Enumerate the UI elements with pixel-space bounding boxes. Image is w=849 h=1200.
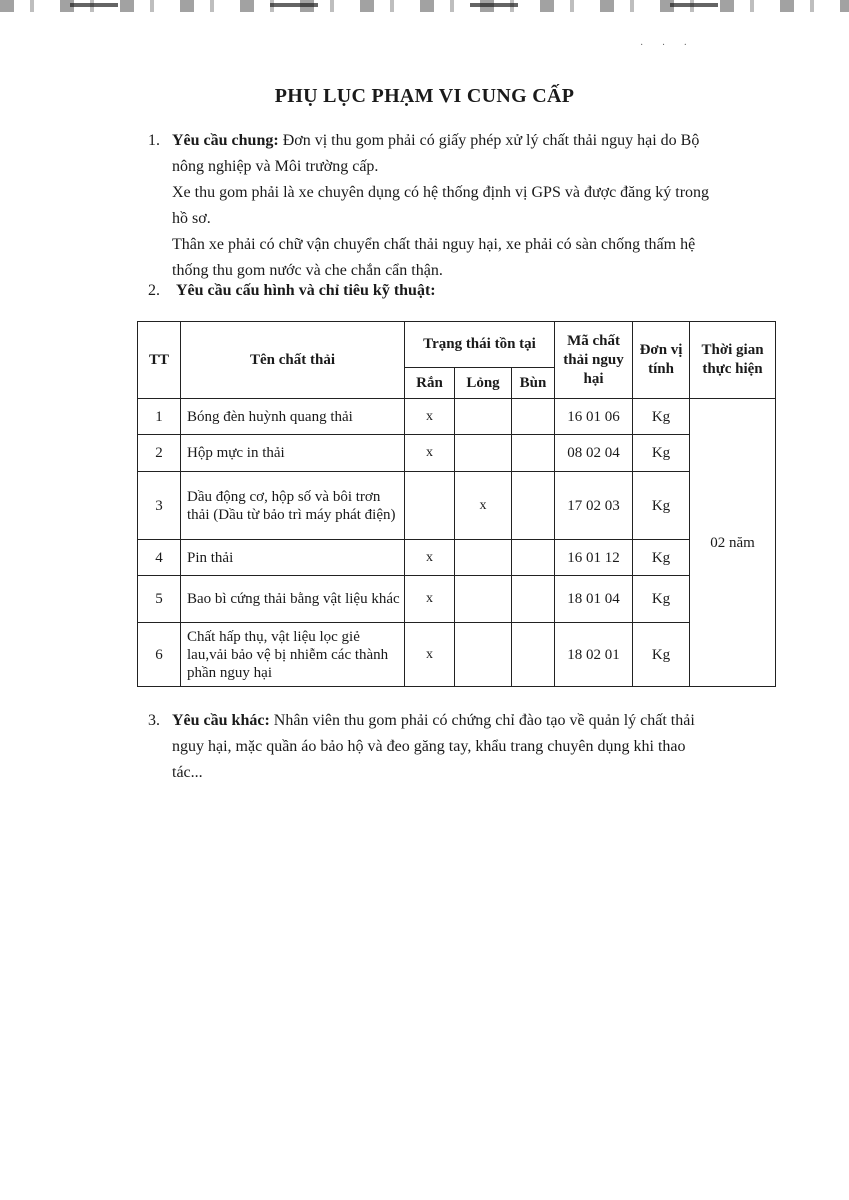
- table-row: [138, 540, 776, 576]
- row-tt: 5: [138, 576, 181, 623]
- row-solid: x: [405, 623, 455, 687]
- section-general-requirements: [148, 128, 788, 288]
- header-hazard-code: Mã chất thải nguy hại: [555, 322, 633, 399]
- paragraph-line: tác...: [172, 764, 203, 781]
- section-technical-requirements: [148, 278, 788, 304]
- header-unit: Đơn vị tính: [633, 322, 690, 399]
- paragraph-line: hồ sơ.: [172, 210, 211, 227]
- row-liquid: [455, 576, 512, 623]
- row-tt: 4: [138, 540, 181, 576]
- paragraph-line: Thân xe phải có chữ vận chuyển chất thải nguy hại, xe phải có sàn chống thấm hệ: [172, 236, 696, 253]
- row-waste-name: Hộp mực in thải: [181, 435, 405, 472]
- row-sludge: [512, 540, 555, 576]
- row-liquid: x: [455, 472, 512, 540]
- waste-table: [137, 321, 776, 687]
- row-liquid: [455, 399, 512, 435]
- row-waste-name: Bao bì cứng thải bằng vật liệu khác: [181, 576, 405, 623]
- table-row: [138, 576, 776, 623]
- row-solid: x: [405, 435, 455, 472]
- page-title: PHỤ LỤC PHẠM VI CUNG CẤP: [274, 85, 575, 107]
- header-tt: TT: [138, 322, 181, 399]
- section-number: 1.: [148, 132, 160, 149]
- row-unit: Kg: [633, 623, 690, 687]
- row-hazard-code: 18 02 01: [555, 623, 633, 687]
- row-hazard-code: 16 01 06: [555, 399, 633, 435]
- row-liquid: [455, 540, 512, 576]
- row-tt: 3: [138, 472, 181, 540]
- row-sludge: [512, 576, 555, 623]
- paragraph-line: Xe thu gom phải là xe chuyên dụng có hệ thống định vị GPS và được đăng ký trong: [172, 184, 710, 201]
- row-waste-name: Bóng đèn huỳnh quang thải: [181, 399, 405, 435]
- row-unit: Kg: [633, 472, 690, 540]
- section-heading: Yêu cầu cấu hình và chỉ tiêu kỹ thuật:: [176, 282, 436, 299]
- section-number: 3.: [148, 712, 160, 729]
- table-row: [138, 399, 776, 435]
- row-sludge: [512, 472, 555, 540]
- row-waste-name: Chất hấp thụ, vật liệu lọc giẻ lau,vải bảo vệ bị nhiễm các thành phần nguy hại: [181, 623, 405, 687]
- table-row: [138, 623, 776, 687]
- paragraph-line: nguy hại, mặc quần áo bảo hộ và đeo găng tay, khẩu trang chuyên dụng khi thao: [172, 738, 686, 755]
- header-waste-name: Tên chất thải: [181, 322, 405, 399]
- row-liquid: [455, 435, 512, 472]
- scan-specks: · · ·: [640, 40, 695, 51]
- row-tt: 6: [138, 623, 181, 687]
- paragraph-line: thống thu gom nước và che chắn cẩn thận.: [172, 262, 443, 279]
- paragraph-line: [172, 708, 787, 734]
- row-unit: Kg: [633, 399, 690, 435]
- paragraph-text: Đơn vị thu gom phải có giấy phép xử lý chất thải nguy hại do Bộ: [278, 132, 700, 149]
- row-hazard-code: 17 02 03: [555, 472, 633, 540]
- table-row: [138, 472, 776, 540]
- row-solid: x: [405, 576, 455, 623]
- row-liquid: [455, 623, 512, 687]
- header-liquid: Lỏng: [455, 368, 512, 399]
- table-row: [138, 435, 776, 472]
- paragraph-text: Nhân viên thu gom phải có chứng chỉ đào tạo về quản lý chất thải: [269, 712, 695, 729]
- duration-cell: 02 năm: [690, 399, 776, 687]
- header-duration: Thời gian thực hiện: [690, 322, 776, 399]
- row-waste-name: Dầu động cơ, hộp số và bôi trơn thải (Dầu từ bảo trì máy phát điện): [181, 472, 405, 540]
- row-waste-name: Pin thải: [181, 540, 405, 576]
- section-other-requirements: [148, 708, 788, 788]
- section-number: 2.: [148, 282, 160, 299]
- row-solid: [405, 472, 455, 540]
- row-tt: 1: [138, 399, 181, 435]
- scan-edge-artifact: [0, 3, 849, 7]
- section-heading: Yêu cầu chung:: [172, 132, 279, 149]
- header-solid: Rắn: [405, 368, 455, 399]
- section-heading: Yêu cầu khác:: [172, 712, 270, 729]
- paragraph-line: [172, 128, 787, 154]
- row-solid: x: [405, 540, 455, 576]
- row-hazard-code: 08 02 04: [555, 435, 633, 472]
- row-hazard-code: 18 01 04: [555, 576, 633, 623]
- paragraph-line: nông nghiệp và Môi trường cấp.: [172, 158, 379, 175]
- row-unit: Kg: [633, 435, 690, 472]
- header-sludge: Bùn: [512, 368, 555, 399]
- row-sludge: [512, 623, 555, 687]
- row-hazard-code: 16 01 12: [555, 540, 633, 576]
- row-sludge: [512, 435, 555, 472]
- row-tt: 2: [138, 435, 181, 472]
- row-unit: Kg: [633, 540, 690, 576]
- row-solid: x: [405, 399, 455, 435]
- row-unit: Kg: [633, 576, 690, 623]
- row-sludge: [512, 399, 555, 435]
- header-state: Trạng thái tồn tại: [405, 322, 555, 368]
